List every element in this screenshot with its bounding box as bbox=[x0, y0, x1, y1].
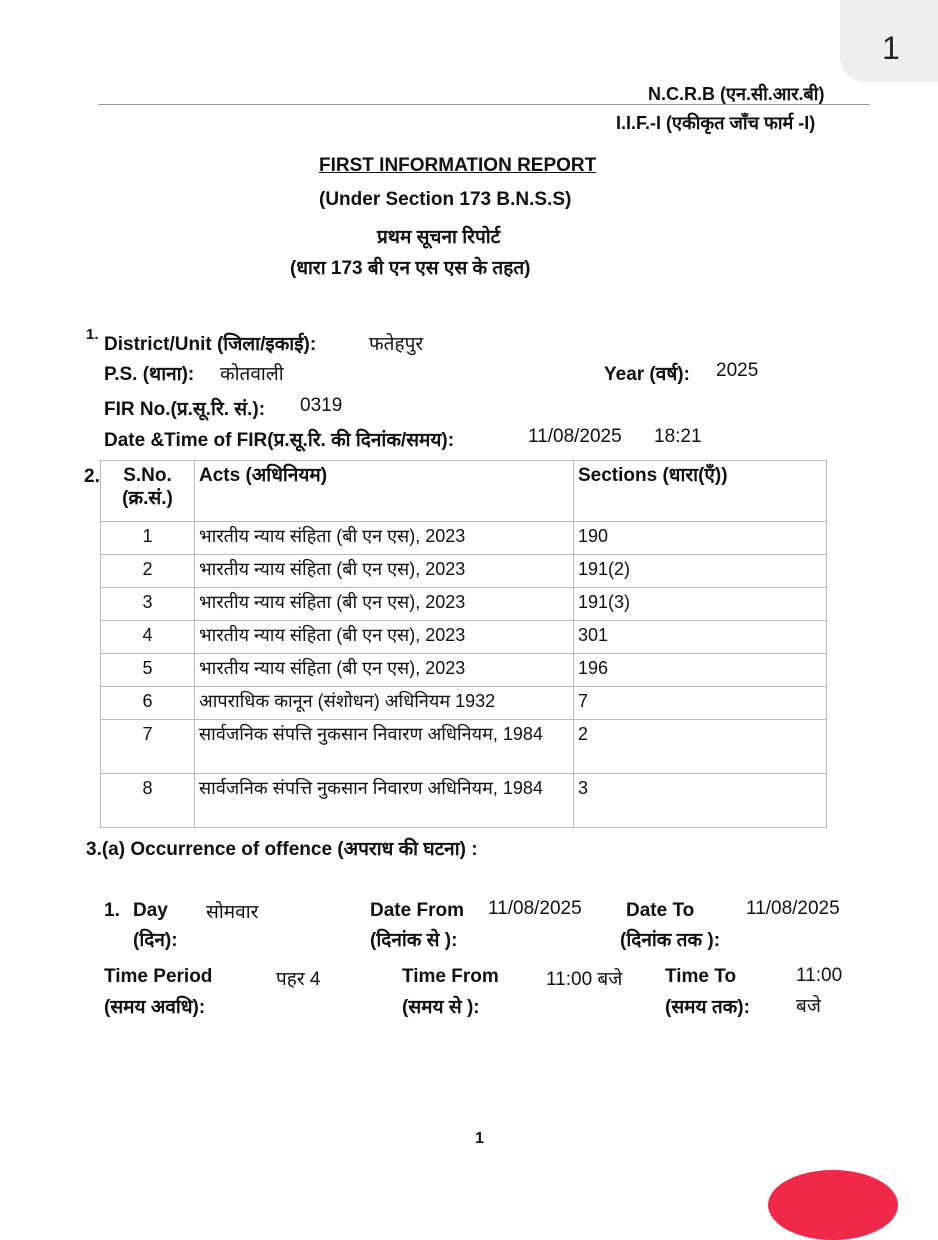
fir-datetime-label: Date &Time of FIR(प्र.सू.रि. की दिनांक/समय): bbox=[104, 430, 455, 451]
report-subtitle: (Under Section 173 B.N.S.S) bbox=[319, 189, 572, 210]
cell-section: 196 bbox=[574, 654, 827, 687]
table-header-row bbox=[101, 461, 827, 522]
cell-sno: 2 bbox=[101, 555, 195, 588]
header-acts: Acts (अधिनियम) bbox=[195, 461, 574, 522]
report-title-hindi: प्रथम सूचना रिपोर्ट bbox=[377, 227, 501, 248]
cell-section: 2 bbox=[574, 720, 827, 774]
fir-number-label: FIR No.(प्र.सू.रि. सं.): bbox=[104, 399, 266, 420]
district-value: फतेहपुर bbox=[369, 334, 424, 355]
date-to-label: Date To bbox=[626, 900, 695, 921]
date-from-label-hindi: (दिनांक से ): bbox=[370, 930, 458, 951]
iif-header: I.I.F.-I (एकीकृत जाँच फार्म -I) bbox=[616, 113, 816, 133]
time-to-label: Time To bbox=[665, 966, 737, 987]
occurrence-heading: 3.(a) Occurrence of offence (अपराध की घटना) : bbox=[86, 839, 478, 860]
cell-sno: 1 bbox=[101, 522, 195, 555]
time-period-value: पहर 4 bbox=[276, 969, 321, 990]
cell-section: 7 bbox=[574, 687, 827, 720]
report-title: FIRST INFORMATION REPORT bbox=[319, 155, 597, 176]
time-to-value-unit: बजे bbox=[796, 996, 821, 1017]
year-label: Year (वर्ष): bbox=[604, 364, 690, 385]
cell-act: भारतीय न्याय संहिता (बी एन एस), 2023 bbox=[195, 654, 574, 687]
cell-act: सार्वजनिक संपत्ति नुकसान निवारण अधिनियम, 1984 bbox=[195, 720, 574, 774]
table-row bbox=[101, 654, 827, 687]
report-subtitle-hindi: (धारा 173 बी एन एस एस के तहत) bbox=[290, 258, 531, 279]
table-row bbox=[101, 555, 827, 588]
ps-label: P.S. (थाना): bbox=[104, 364, 195, 385]
time-from-label-hindi: (समय से ): bbox=[402, 997, 480, 1018]
time-to-label-hindi: (समय तक): bbox=[665, 997, 750, 1018]
fir-time-value: 18:21 bbox=[654, 426, 702, 447]
cell-section: 301 bbox=[574, 621, 827, 654]
date-to-value: 11/08/2025 bbox=[746, 898, 840, 919]
cell-act: भारतीय न्याय संहिता (बी एन एस), 2023 bbox=[195, 621, 574, 654]
cell-sno: 7 bbox=[101, 720, 195, 774]
ps-value: कोतवाली bbox=[220, 364, 284, 385]
cell-section: 191(3) bbox=[574, 588, 827, 621]
time-period-label-hindi: (समय अवधि): bbox=[104, 997, 206, 1018]
table-row bbox=[101, 687, 827, 720]
header-sections: Sections (धारा(एँ)) bbox=[574, 461, 827, 522]
day-label-hindi: (दिन): bbox=[133, 930, 178, 951]
cell-sno: 5 bbox=[101, 654, 195, 687]
date-from-label: Date From bbox=[370, 900, 464, 921]
cell-act: भारतीय न्याय संहिता (बी एन एस), 2023 bbox=[195, 522, 574, 555]
section1-number: 1. bbox=[86, 326, 99, 343]
fir-date-value: 11/08/2025 bbox=[528, 426, 622, 447]
table-row bbox=[101, 720, 827, 774]
header-divider bbox=[98, 104, 870, 105]
year-value: 2025 bbox=[716, 360, 759, 381]
ncrb-header: N.C.R.B (एन.सी.आर.बी) bbox=[648, 84, 825, 104]
acts-sections-table bbox=[100, 460, 827, 828]
time-from-value: 11:00 बजे bbox=[546, 969, 623, 990]
cell-sno: 6 bbox=[101, 687, 195, 720]
header-sno: S.No. (क्र.सं.) bbox=[101, 461, 195, 522]
time-to-value: 11:00 bbox=[796, 965, 843, 986]
table-row bbox=[101, 774, 827, 828]
table-row bbox=[101, 522, 827, 555]
section2-number: 2. bbox=[84, 466, 100, 487]
cell-act: भारतीय न्याय संहिता (बी एन एस), 2023 bbox=[195, 588, 574, 621]
day-value: सोमवार bbox=[206, 902, 259, 923]
occurrence-item-number: 1. bbox=[104, 900, 120, 921]
cell-sno: 8 bbox=[101, 774, 195, 828]
footer-page-number: 1 bbox=[475, 1130, 484, 1147]
floating-action-button[interactable] bbox=[768, 1170, 898, 1240]
cell-section: 3 bbox=[574, 774, 827, 828]
time-from-label: Time From bbox=[402, 966, 499, 987]
day-label: Day bbox=[133, 900, 168, 921]
page-number-badge bbox=[840, 0, 938, 82]
table-row bbox=[101, 588, 827, 621]
cell-act: आपराधिक कानून (संशोधन) अधिनियम 1932 bbox=[195, 687, 574, 720]
time-period-label: Time Period bbox=[104, 966, 213, 987]
table-row bbox=[101, 621, 827, 654]
cell-sno: 3 bbox=[101, 588, 195, 621]
cell-section: 191(2) bbox=[574, 555, 827, 588]
page-number-badge-text: 1 bbox=[882, 30, 900, 66]
district-label: District/Unit (जिला/इकाई): bbox=[104, 334, 317, 355]
fir-number-value: 0319 bbox=[300, 395, 343, 416]
date-from-value: 11/08/2025 bbox=[488, 898, 582, 919]
cell-section: 190 bbox=[574, 522, 827, 555]
cell-act: सार्वजनिक संपत्ति नुकसान निवारण अधिनियम, 1984 bbox=[195, 774, 574, 828]
cell-sno: 4 bbox=[101, 621, 195, 654]
date-to-label-hindi: (दिनांक तक ): bbox=[620, 930, 721, 951]
cell-act: भारतीय न्याय संहिता (बी एन एस), 2023 bbox=[195, 555, 574, 588]
